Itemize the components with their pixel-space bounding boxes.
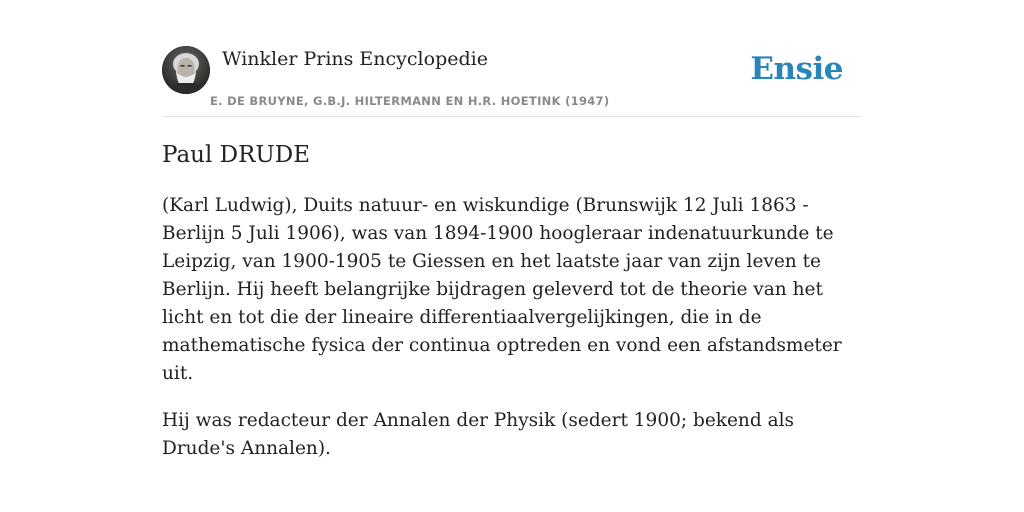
entry-body (162, 192, 862, 482)
source-title[interactable]: Winkler Prins Encyclopedie (222, 48, 488, 70)
source-header (162, 46, 862, 117)
entry-paragraph: Hij was redacteur der Annalen der Physik (sedert 1900; bekend als Drude's Annalen). (162, 410, 795, 459)
brand-logo[interactable]: Ensie (750, 51, 843, 87)
source-avatar[interactable] (162, 46, 210, 94)
portrait-photo-icon (162, 46, 210, 94)
source-authors: E. DE BRUYNE, G.B.J. HILTERMANN EN H.R. HOETINK (1947) (210, 94, 610, 108)
encyclopedia-page (162, 0, 862, 512)
entry-paragraph: (Karl Ludwig), Duits natuur- en wiskundige (Brunswijk 12 Juli 1863 - Berlijn 5 Juli 1906), was van 1894-1900 hoogleraar indenatuurkunde te Leipzig, van 1900-1905 te Giessen en het laatste jaar van zijn leven te Berlijn. Hij heeft belangrijke bijdragen geleverd tot de theorie van het licht en tot die der lineaire differentiaalvergelijkingen, die in de mathematische fysica der continua optreden en vond een afstandsmeter uit. (162, 195, 842, 384)
entry-title: Paul DRUDE (162, 142, 311, 168)
